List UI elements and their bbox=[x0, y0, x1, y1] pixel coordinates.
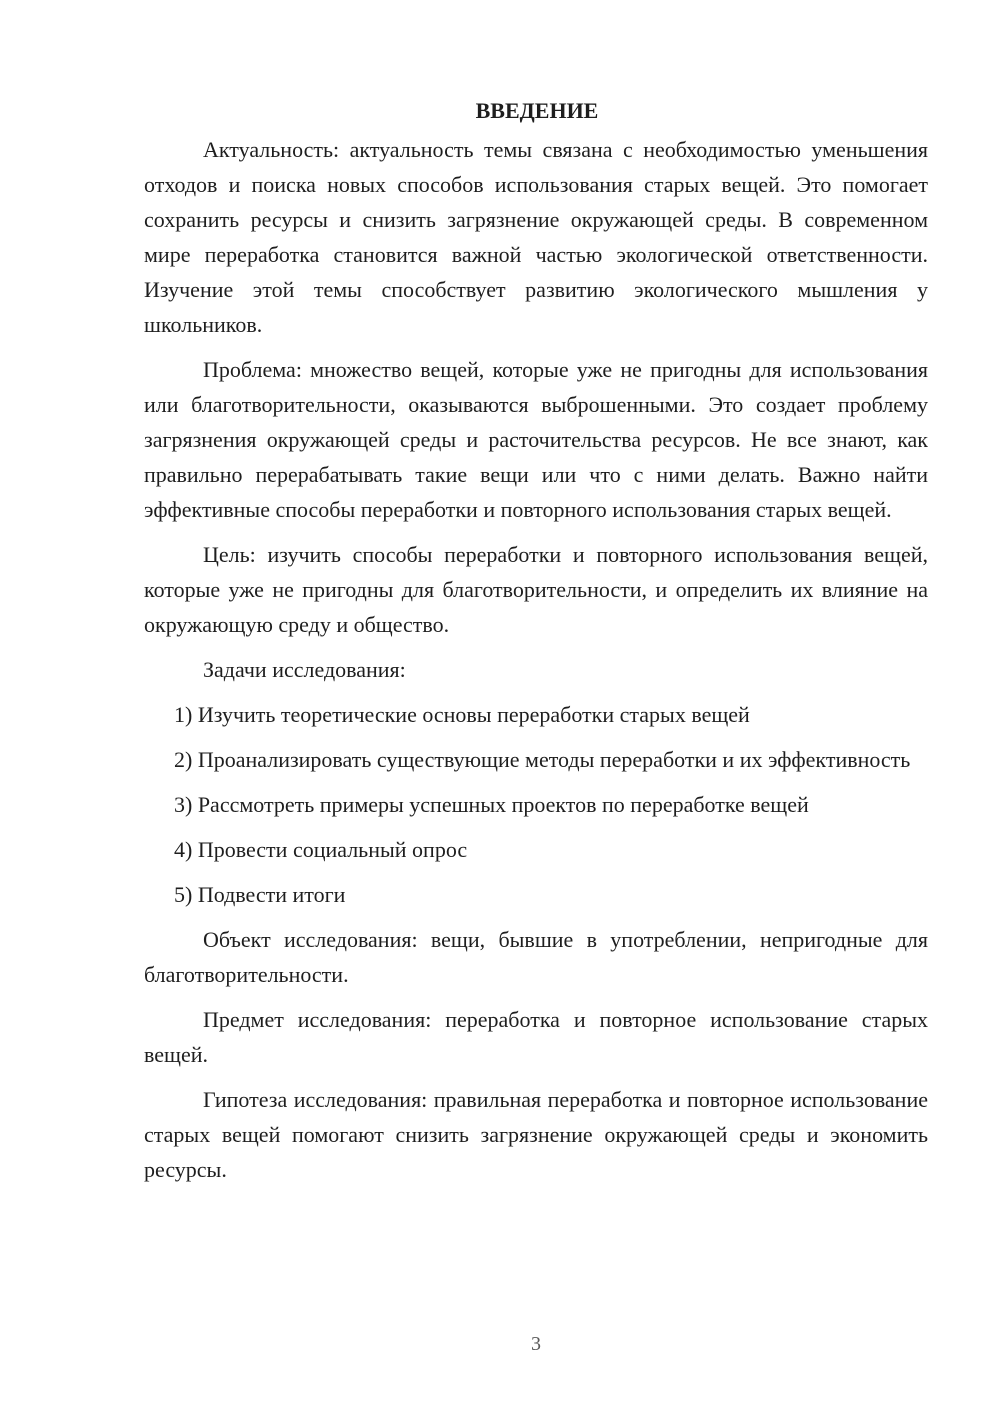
goal-paragraph: Цель: изучить способы переработки и повторного использования вещей, которые уже не пригодны для благотворительности, и определить их влияние на окружающую среду и общество. bbox=[144, 542, 928, 637]
problem-paragraph: Проблема: множество вещей, которые уже не пригодны для использования или благотворительности, оказываются выброшенными. Это создает проблему загрязнения окружающей среды и расточительства ресурсов. Не все знают, как правильно перерабатывать такие вещи или что с ними делать. Важно найти эффективные способы переработки и повторного использования старых вещей. bbox=[144, 357, 928, 522]
tasks-heading: Задачи исследования: bbox=[203, 657, 406, 682]
page-title: ВВЕДЕНИЕ bbox=[475, 98, 599, 123]
task-item: 4) Провести социальный опрос bbox=[174, 837, 468, 862]
task-item: 2) Проанализировать существующие методы переработки и их эффективность bbox=[174, 747, 911, 772]
task-item: 3) Рассмотреть примеры успешных проектов по переработке вещей bbox=[174, 792, 809, 817]
page-number: 3 bbox=[531, 1333, 541, 1355]
subject-paragraph: Предмет исследования: переработка и повторное использование старых вещей. bbox=[144, 1007, 928, 1067]
relevance-paragraph: Актуальность: актуальность темы связана с необходимостью уменьшения отходов и поиска новых способов использования старых вещей. Это помогает сохранить ресурсы и снизить загрязнение окружающей среды. В современном мире переработка становится важной частью экологической ответственности. Изучение этой темы способствует развитию экологического мышления у школьников. bbox=[144, 137, 928, 337]
object-paragraph: Объект исследования: вещи, бывшие в употреблении, непригодные для благотворительности. bbox=[144, 927, 928, 987]
task-item: 1) Изучить теоретические основы переработки старых вещей bbox=[174, 702, 750, 727]
document-page bbox=[144, 96, 928, 1187]
task-item: 5) Подвести итоги bbox=[174, 882, 346, 907]
hypothesis-paragraph: Гипотеза исследования: правильная переработка и повторное использование старых вещей помогают снизить загрязнение окружающей среды и экономить ресурсы. bbox=[144, 1087, 928, 1182]
